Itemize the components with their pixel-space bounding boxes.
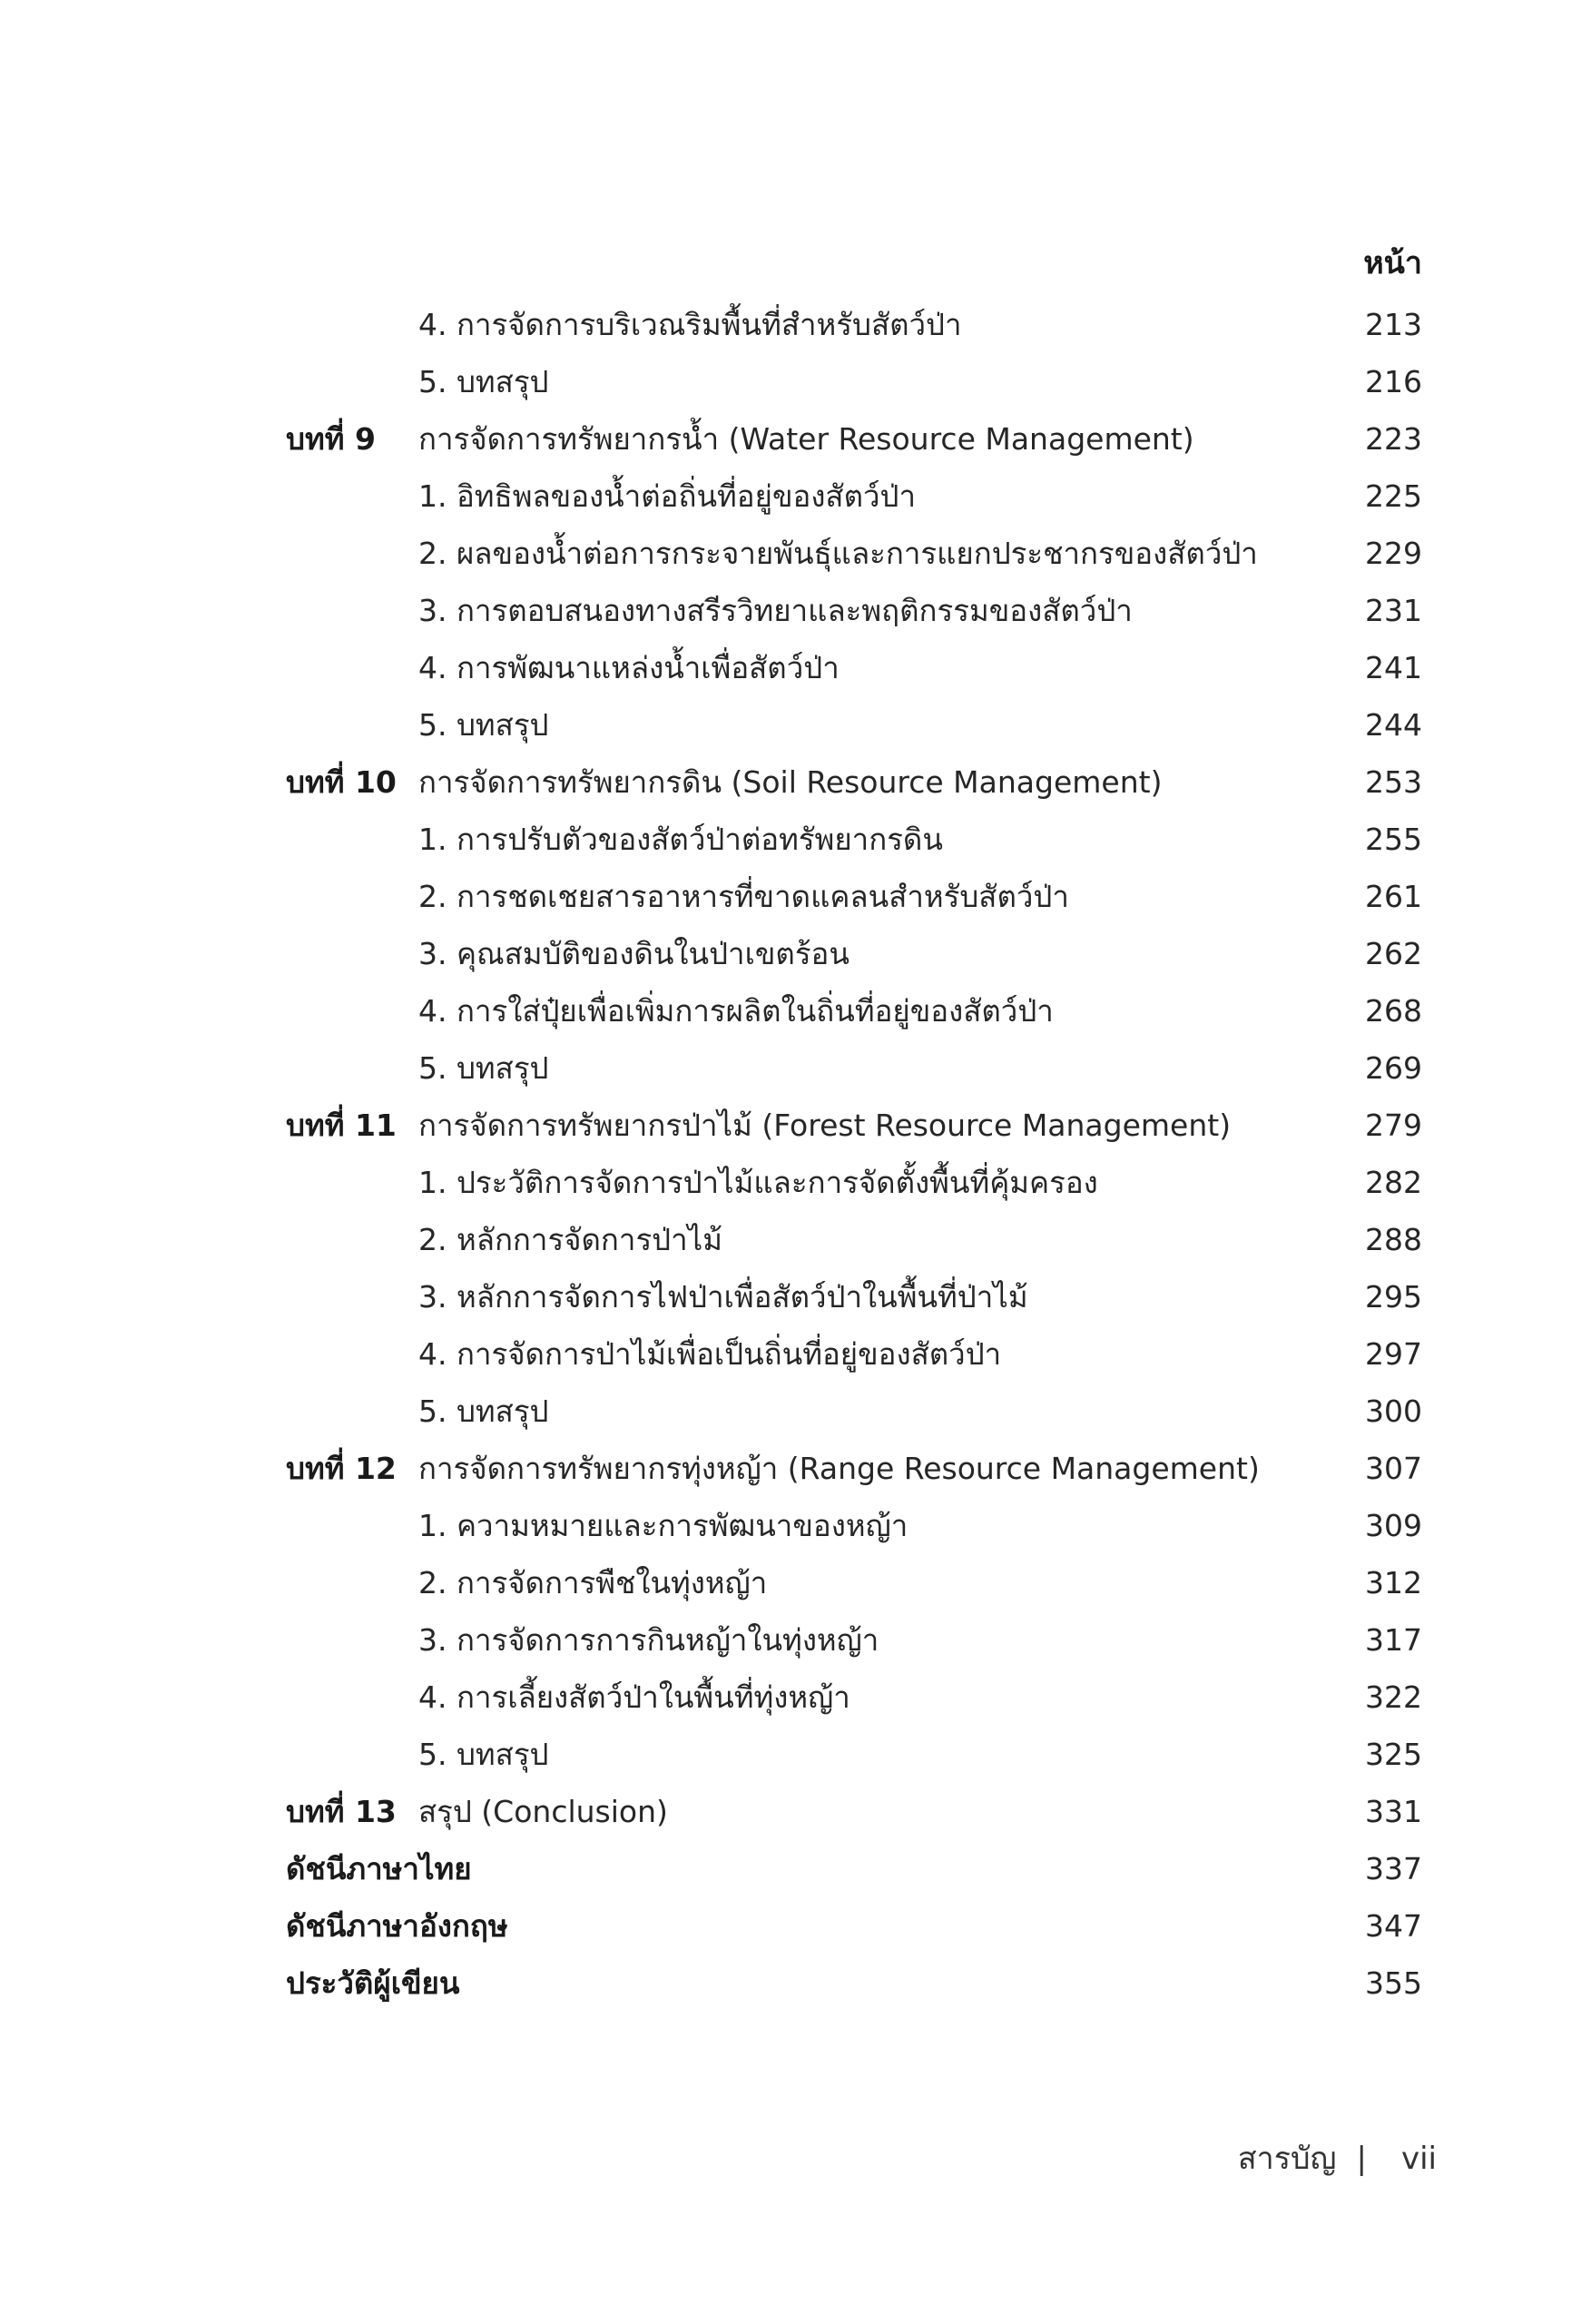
toc-page-number: 347 [1365,1908,1422,1944]
footer-page-number: vii [1400,2141,1437,2177]
toc-page-number: 288 [1365,1222,1422,1257]
toc-section-row [286,1268,1422,1325]
toc-section-row [286,1154,1422,1211]
toc-section-row [286,1669,1422,1726]
toc-entry-title: 4. การเลี้ยงสัตว์ป่าในพื้นที่ทุ่งหญ้า [418,1679,850,1715]
toc-page-number: 279 [1365,1108,1422,1143]
toc-entry-title: 5. บทสรุป [418,707,549,743]
table-of-contents [286,296,1422,2012]
toc-entry-title: 2. ผลของน้ำต่อการกระจายพันธุ์และการแยกประชากรของสัตว์ป่า [418,536,1258,571]
toc-entry-title: 4. การจัดการป่าไม้เพื่อเป็นถิ่นที่อยู่ของสัตว์ป่า [418,1336,1002,1372]
toc-section-row [286,296,1422,353]
toc-page-number: 269 [1365,1050,1422,1086]
toc-backmatter-row [286,1840,1422,1897]
toc-entry-title: การจัดการทรัพยากรทุ่งหญ้า (Range Resource Management) [418,1451,1260,1486]
toc-page-number: 322 [1365,1679,1422,1715]
toc-entry-title: 5. บทสรุป [418,1737,549,1772]
toc-entry-title: 4. การจัดการบริเวณริมพื้นที่สำหรับสัตว์ป่า [418,307,962,342]
toc-section-row [286,582,1422,639]
toc-page-number: 213 [1365,307,1422,342]
toc-page-number: 262 [1365,936,1422,971]
toc-section-row [286,525,1422,582]
toc-entry-title: การจัดการทรัพยากรดิน (Soil Resource Management) [418,764,1163,800]
toc-entry-title: 2. การชดเชยสารอาหารที่ขาดแคลนสำหรับสัตว์ป่า [418,879,1069,914]
toc-section-row [286,982,1422,1039]
toc-entry-title: การจัดการทรัพยากรน้ำ (Water Resource Management) [418,421,1194,457]
toc-page-number: 337 [1365,1851,1422,1886]
toc-page-number: 216 [1365,364,1422,399]
toc-entry-title: 2. หลักการจัดการป่าไม้ [418,1222,722,1257]
toc-page-number: 297 [1365,1336,1422,1372]
toc-page-number: 282 [1365,1165,1422,1200]
toc-entry-title: 5. บทสรุป [418,1393,549,1429]
toc-page-number: 300 [1365,1393,1422,1429]
chapter-label: บทที่ 9 [286,421,376,457]
toc-section-row [286,1383,1422,1440]
toc-chapter-row [286,1783,1422,1840]
toc-entry-title: 1. การปรับตัวของสัตว์ป่าต่อทรัพยากรดิน [418,822,943,857]
toc-entry-title: 3. หลักการจัดการไฟป่าเพื่อสัตว์ป่าในพื้นที่ป่าไม้ [418,1279,1028,1315]
toc-section-row [286,1039,1422,1097]
toc-entry-title: การจัดการทรัพยากรป่าไม้ (Forest Resource Management) [418,1108,1232,1143]
toc-section-row [286,1211,1422,1268]
toc-section-row [286,1497,1422,1554]
toc-backmatter-row [286,1897,1422,1955]
toc-entry-title: 3. คุณสมบัติของดินในป่าเขตร้อน [418,936,850,971]
toc-chapter-row [286,1440,1422,1497]
toc-page-number: 309 [1365,1508,1422,1543]
toc-entry-title: 3. การจัดการการกินหญ้าในทุ่งหญ้า [418,1622,879,1658]
toc-page-number: 355 [1365,1965,1422,2001]
toc-section-row [286,925,1422,982]
toc-page-number: 225 [1365,478,1422,514]
chapter-label: บทที่ 13 [286,1794,397,1829]
toc-section-row [286,353,1422,410]
toc-page-number: 261 [1365,879,1422,914]
toc-page-number: 244 [1365,707,1422,743]
chapter-label: บทที่ 12 [286,1451,397,1486]
toc-entry-title: 4. การใส่ปุ๋ยเพื่อเพิ่มการผลิตในถิ่นที่อยู่ของสัตว์ป่า [418,993,1054,1029]
toc-section-row [286,639,1422,696]
toc-entry-title: 5. บทสรุป [418,1050,549,1086]
toc-entry-title: 5. บทสรุป [418,364,549,399]
toc-entry-title: 4. การพัฒนาแหล่งน้ำเพื่อสัตว์ป่า [418,650,840,685]
toc-page-number: 317 [1365,1622,1422,1658]
toc-section-row [286,468,1422,525]
toc-backmatter-row [286,1955,1422,2012]
toc-section-row [286,1554,1422,1611]
toc-section-row [286,868,1422,925]
toc-entry-title: ดัชนีภาษาอังกฤษ [286,1908,508,1944]
toc-entry-title: ดัชนีภาษาไทย [286,1851,472,1886]
toc-entry-title: 1. ความหมายและการพัฒนาของหญ้า [418,1508,908,1543]
toc-section-row [286,811,1422,868]
toc-section-row [286,1611,1422,1669]
chapter-label: บทที่ 10 [286,764,397,800]
footer-section-name: สารบัญ [1237,2141,1337,2177]
toc-chapter-row [286,753,1422,811]
toc-entry-title: ประวัติผู้เขียน [286,1965,460,2001]
page-column-header: หน้า [1363,245,1422,281]
toc-chapter-row [286,410,1422,468]
toc-section-row [286,696,1422,753]
toc-page-number: 223 [1365,421,1422,457]
toc-chapter-row [286,1097,1422,1154]
footer-separator: | [1356,2141,1367,2177]
toc-page-number: 312 [1365,1565,1422,1600]
toc-page-number: 241 [1365,650,1422,685]
toc-page-number: 255 [1365,822,1422,857]
toc-entry-title: 1. อิทธิพลของน้ำต่อถิ่นที่อยู่ของสัตว์ป่า [418,478,917,514]
toc-page-number: 307 [1365,1451,1422,1486]
toc-page-number: 231 [1365,593,1422,628]
toc-page-number: 325 [1365,1737,1422,1772]
toc-page-number: 229 [1365,536,1422,571]
toc-entry-title: 3. การตอบสนองทางสรีรวิทยาและพฤติกรรมของสัตว์ป่า [418,593,1133,628]
page-footer [1238,2133,1437,2182]
toc-page-number: 268 [1365,993,1422,1029]
toc-page-number: 331 [1365,1794,1422,1829]
chapter-label: บทที่ 11 [286,1108,397,1143]
toc-page-number: 295 [1365,1279,1422,1315]
toc-entry-title: 2. การจัดการพืชในทุ่งหญ้า [418,1565,768,1600]
toc-page-number: 253 [1365,764,1422,800]
toc-entry-title: 1. ประวัติการจัดการป่าไม้และการจัดตั้งพื้นที่คุ้มครอง [418,1165,1098,1200]
toc-section-row [286,1325,1422,1383]
toc-entry-title: สรุป (Conclusion) [418,1794,668,1829]
toc-section-row [286,1726,1422,1783]
